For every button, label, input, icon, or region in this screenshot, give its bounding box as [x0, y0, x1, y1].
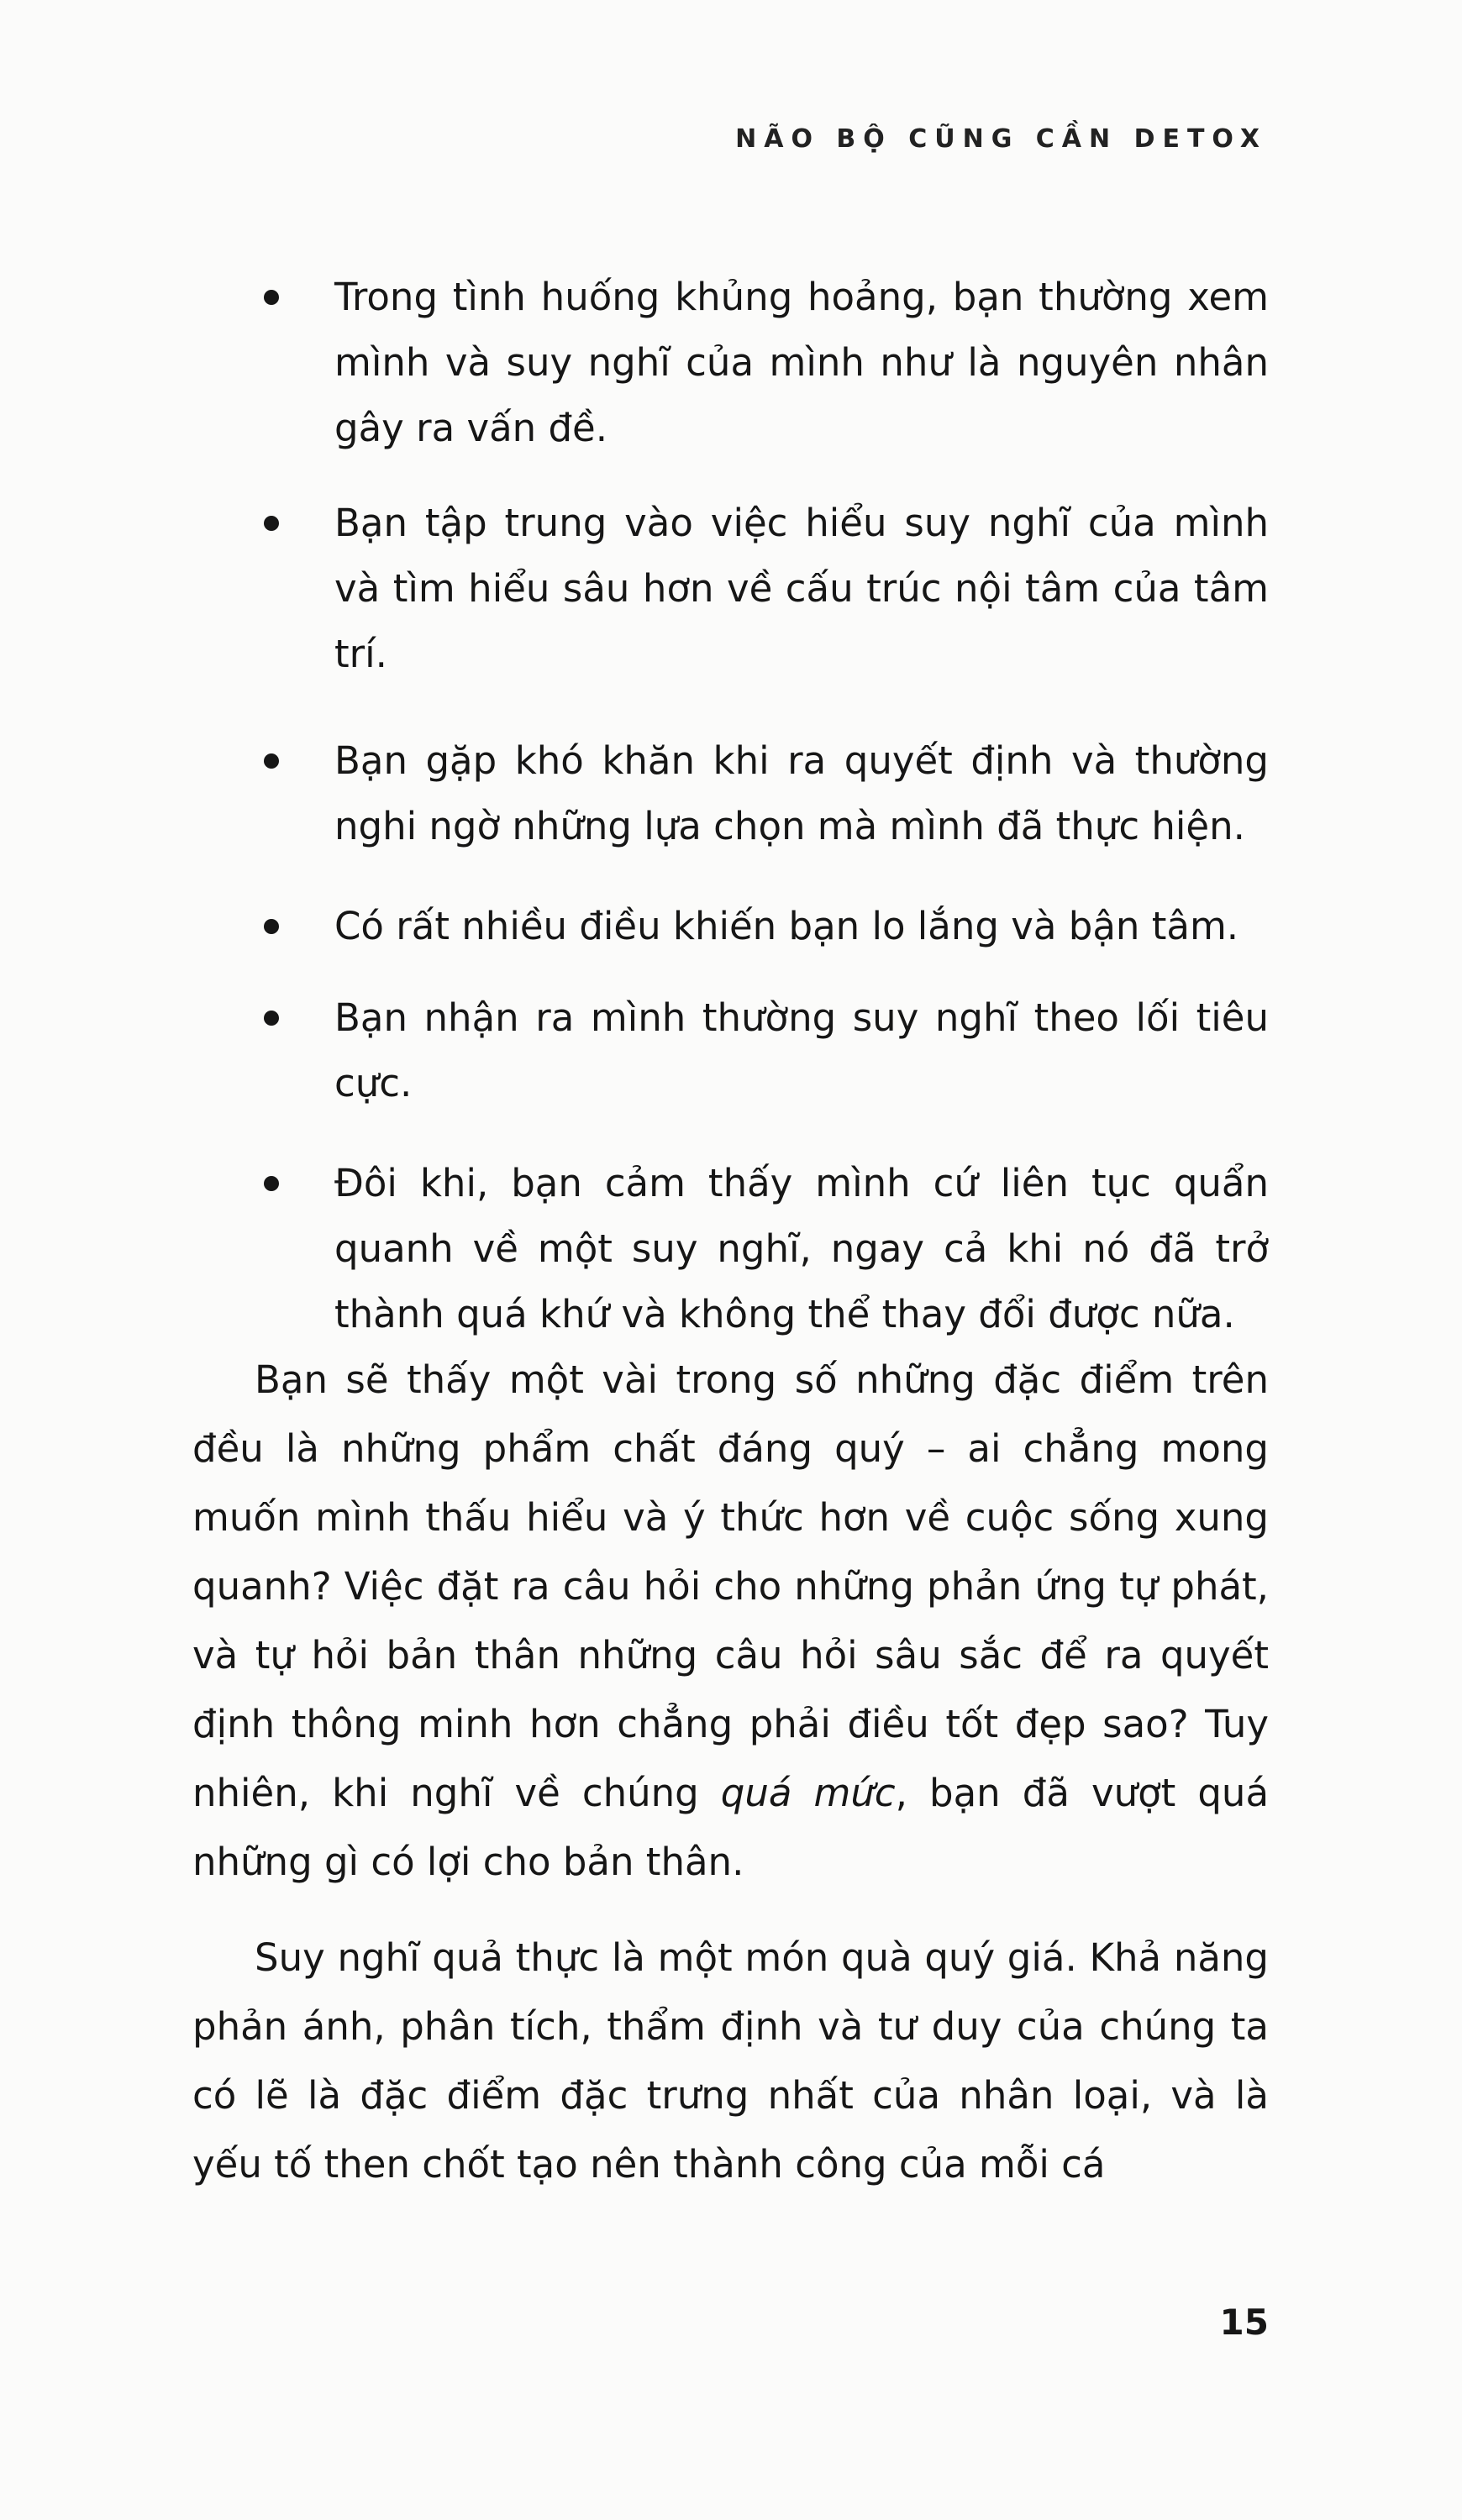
bullet-text: Bạn tập trung vào việc hiểu suy nghĩ của mình và tìm hiểu sâu hơn về cấu trúc nội tâm của tâm trí. [334, 501, 1269, 676]
page-number: 15 [1219, 2302, 1269, 2343]
bullet-text: Bạn nhận ra mình thường suy nghĩ theo lối tiêu cực. [334, 995, 1269, 1105]
bullet-item [334, 491, 1269, 687]
bullet-text: Có rất nhiều điều khiến bạn lo lắng và bận tâm. [334, 904, 1239, 948]
bullet-text: Đôi khi, bạn cảm thấy mình cứ liên tục quẩn quanh về một suy nghĩ, ngay cả khi nó đã trở thành quá khứ và không thể thay đổi được nữa. [334, 1161, 1269, 1336]
bullet-icon [264, 1176, 279, 1191]
bullet-item [334, 265, 1269, 461]
bullet-icon [264, 753, 279, 769]
paragraph-text: Suy nghĩ quả thực là một món quà quý giá. Khả năng phản ánh, phân tích, thẩm định và tư duy của chúng ta có lẽ là đặc điểm đặc trưng nhất của nhân loại, và là yếu tố then chốt tạo nên thành công của mỗi cá [192, 1935, 1269, 2187]
bullet-item [334, 1151, 1269, 1347]
running-header: NÃO BỘ CŨNG CẦN DETOX [735, 124, 1267, 154]
bullet-item [334, 894, 1269, 959]
bullet-icon [264, 919, 279, 934]
bullet-icon [264, 290, 279, 305]
bullet-icon [264, 516, 279, 531]
bullet-text: Trong tình huống khủng hoảng, bạn thường xem mình và suy nghĩ của mình như là nguyên nhân gây ra vấn đề. [334, 275, 1269, 450]
bullet-icon [264, 1011, 279, 1026]
emphasis-text: quá mức [720, 1771, 896, 1815]
bullet-item [334, 985, 1269, 1116]
body-paragraph [192, 1924, 1269, 2199]
bullet-text: Bạn gặp khó khăn khi ra quyết định và thường nghi ngờ những lựa chọn mà mình đã thực hiện. [334, 738, 1269, 848]
bullet-item [334, 728, 1269, 859]
body-paragraph [192, 1346, 1269, 1897]
paragraph-text: , bạn đã vượt quá những gì có lợi cho bản thân. [192, 1771, 1270, 1884]
paragraph-text: Bạn sẽ thấy một vài trong số những đặc điểm trên đều là những phẩm chất đáng quý – ai chẳng mong muốn mình thấu hiểu và ý thức hơn về cuộc sống xung quanh? Việc đặt ra câu hỏi cho những phản ứng tự phát, và tự hỏi bản thân những câu hỏi sâu sắc để ra quyết định thông minh hơn chẳng phải điều tốt đẹp sao? Tuy nhiên, khi nghĩ về chúng [192, 1357, 1269, 1815]
